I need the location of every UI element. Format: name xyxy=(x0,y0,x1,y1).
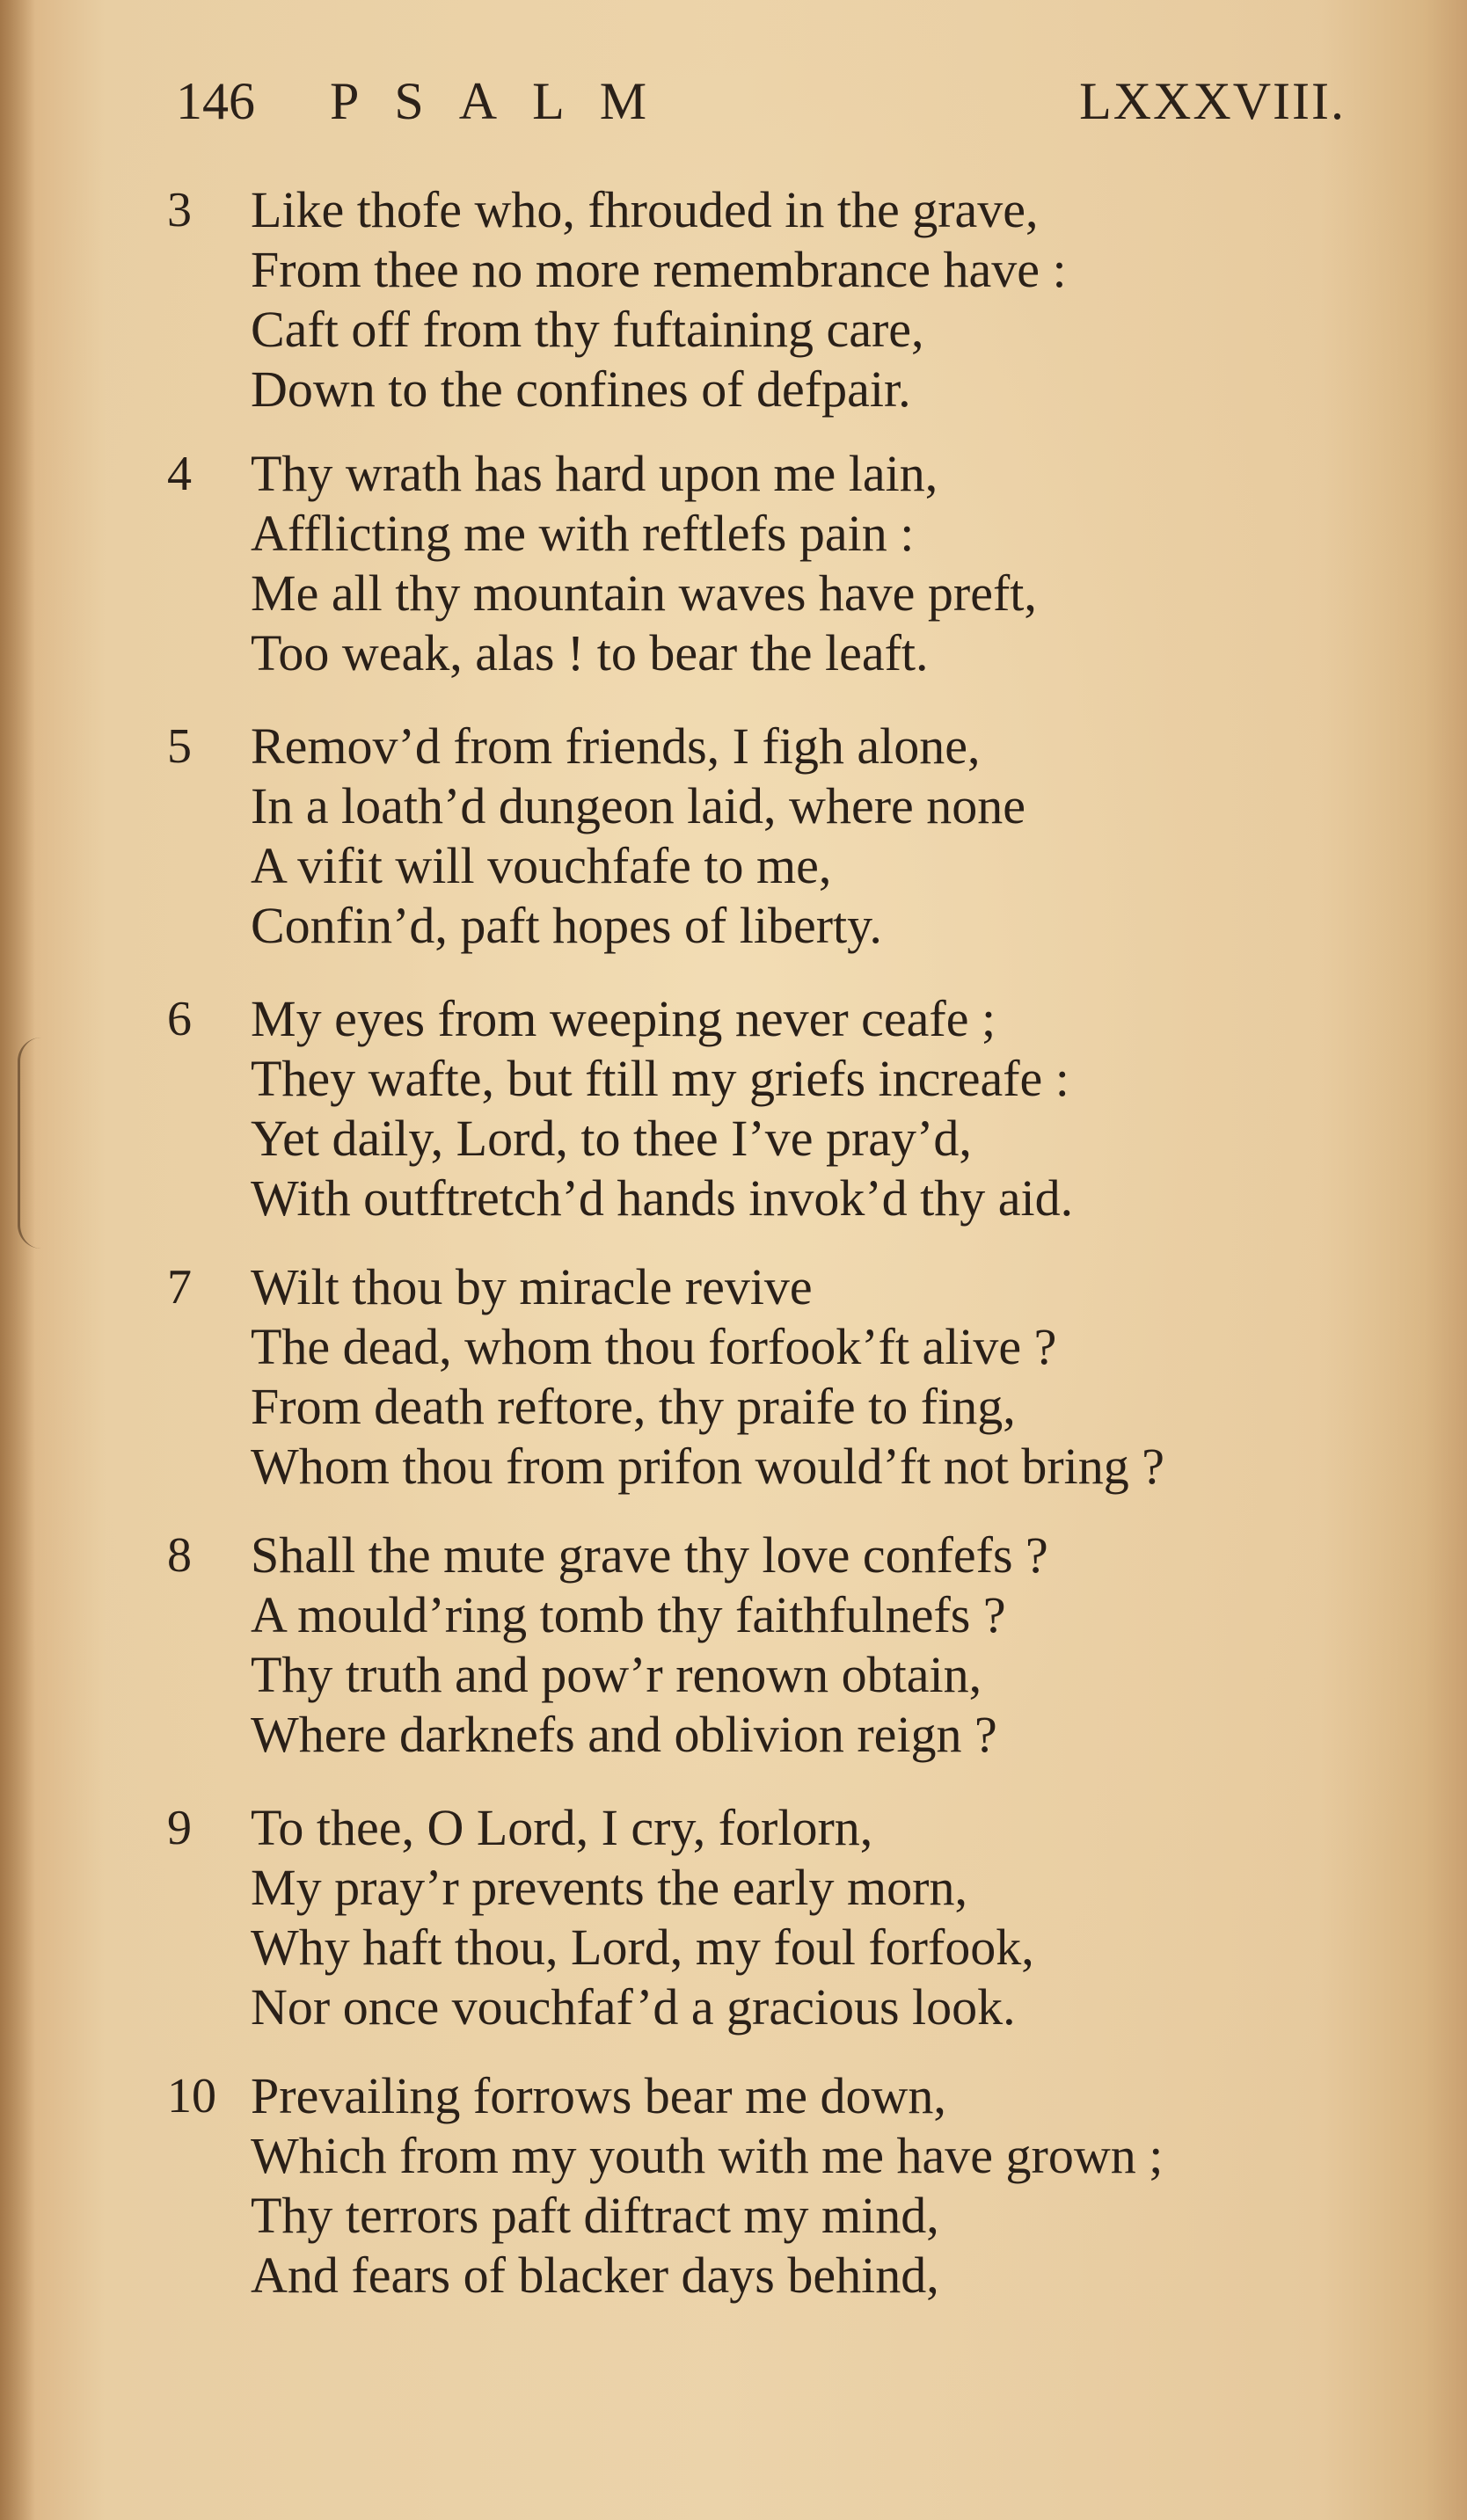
stanza-lines xyxy=(251,2066,1394,2305)
stanza-lines xyxy=(251,1257,1394,1497)
verse-line: Like thofe who, fhrouded in the grave, xyxy=(251,181,1039,238)
verse-line: With outftretch’d hands invok’d thy aid. xyxy=(251,1169,1074,1227)
verse-line: Whom thou from prifon would’ft not bring ? xyxy=(251,1438,1164,1495)
verse-line: My eyes from weeping never ceafe ; xyxy=(251,990,996,1047)
verse-line: From thee no more remembrance have : xyxy=(251,241,1067,298)
stanza-number: 3 xyxy=(167,183,192,237)
running-header xyxy=(176,70,1346,132)
verse-line: The dead, whom thou forfook’ft alive ? xyxy=(251,1318,1057,1375)
verse-line: Thy wrath has hard upon me lain, xyxy=(251,445,938,502)
verse-line: They wafte, but ftill my griefs increafe : xyxy=(251,1050,1069,1107)
stanza-lines xyxy=(251,717,1394,956)
page-gutter-shadow xyxy=(0,0,35,2520)
stanza-number: 9 xyxy=(167,1801,192,1855)
verse-line: Afflicting me with reftlefs pain : xyxy=(251,505,915,562)
verse-line: Why haft thou, Lord, my foul forfook, xyxy=(251,1919,1034,1976)
stanza-number: 6 xyxy=(167,992,192,1046)
stanza-number: 10 xyxy=(167,2069,216,2123)
stanza-number: 7 xyxy=(167,1260,192,1315)
verse-line: Nor once vouchfaf’d a gracious look. xyxy=(251,1978,1016,2036)
stanza-number: 8 xyxy=(167,1528,192,1583)
page-number: 146 xyxy=(176,72,255,130)
verse-line: Yet daily, Lord, to thee I’ve pray’d, xyxy=(251,1110,972,1167)
verse-line: Too weak, alas ! to bear the leaft. xyxy=(251,624,929,681)
verse-line: In a loath’d dungeon laid, where none xyxy=(251,777,1025,834)
verse-line: A vifit will vouchfafe to me, xyxy=(251,837,832,894)
psalm-numeral: LXXXVIII. xyxy=(1079,72,1346,130)
verse-line: To thee, O Lord, I cry, forlorn, xyxy=(251,1799,873,1856)
stanza-lines xyxy=(251,444,1394,683)
verse-line: And fears of blacker days behind, xyxy=(251,2247,939,2304)
verse-line: My pray’r prevents the early morn, xyxy=(251,1859,967,1916)
verse-line: Prevailing forrows bear me down, xyxy=(251,2067,946,2124)
margin-pencil-mark xyxy=(18,1038,41,1249)
verse-line: Down to the confines of defpair. xyxy=(251,361,911,418)
verse-line: Where darknefs and oblivion reign ? xyxy=(251,1706,997,1763)
stanza-number: 4 xyxy=(167,447,192,501)
stanza-lines xyxy=(251,989,1394,1228)
verse-line: Me all thy mountain waves have preft, xyxy=(251,564,1037,622)
stanza-lines xyxy=(251,1526,1394,1765)
verse-line: Thy terrors paft diftract my mind, xyxy=(251,2187,939,2244)
verse-line: Shall the mute grave thy love confefs ? xyxy=(251,1526,1048,1584)
verse-line: A mould’ring tomb thy faithfulnefs ? xyxy=(251,1586,1006,1643)
verse-line: Thy truth and pow’r renown obtain, xyxy=(251,1646,982,1703)
verse-line: Remov’d from friends, I figh alone, xyxy=(251,717,981,775)
stanza-lines xyxy=(251,1798,1394,2037)
stanza-lines xyxy=(251,180,1394,419)
running-title: PSALM xyxy=(330,72,682,130)
verse-line: Caft off from thy fuftaining care, xyxy=(251,301,924,358)
stanza-number: 5 xyxy=(167,719,192,774)
verse-line: Which from my youth with me have grown ; xyxy=(251,2127,1164,2184)
verse-line: From death reftore, thy praife to fing, xyxy=(251,1378,1016,1435)
verse-line: Wilt thou by miracle revive xyxy=(251,1258,813,1315)
verse-line: Confin’d, paft hopes of liberty. xyxy=(251,897,882,954)
